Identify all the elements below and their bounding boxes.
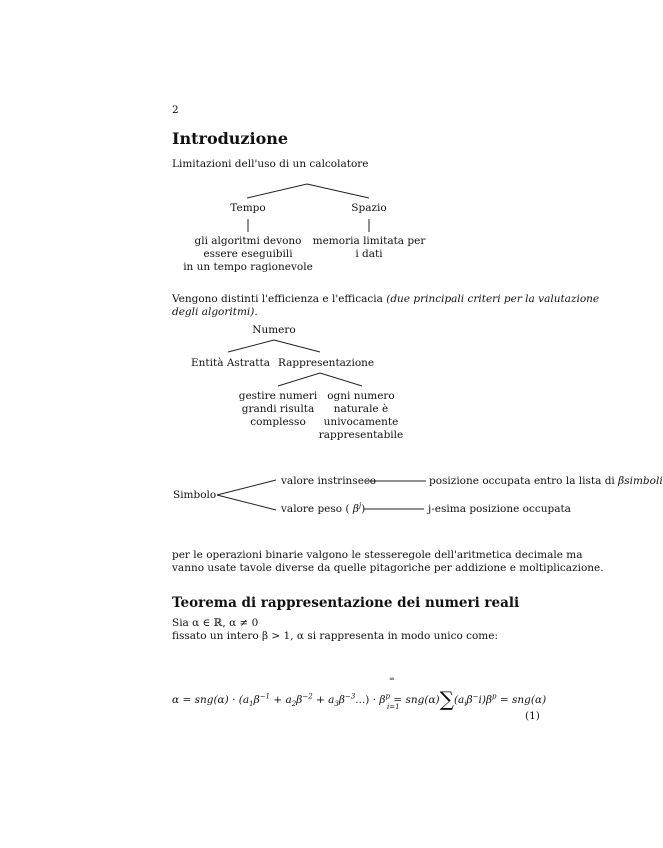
limitations-caption: Limitazioni dell'uso di un calcolatore [172,158,369,170]
symbol-branch-bottom-desc: j-esima posizione occupata [428,503,571,515]
page-number: 2 [172,104,179,116]
tree1-right-desc-line: memoria limitata per [312,235,426,247]
tree1-left-desc-line: in un tempo ragionevole [183,261,313,273]
symbol-bottom-text: valore peso ( [281,503,353,515]
tree1-left-description [178,235,318,274]
symbol-bottom-sup: j [358,501,362,510]
tree2-sub-left [238,390,318,429]
efficiency-italic: (due principali criteri per la valutazione [386,293,600,305]
tree2-root: Numero [252,324,296,336]
equation-formula: $\alpha = sng(\alpha) \cdot (a_1\beta^{-1} + a_2\beta^{-2} + a_3\beta^{-3}...) \cdot \beta^p = sng(\alpha)\sum(a_i\beta^-i)\beta^p = sng(\alpha)$ [172,687,547,711]
tree2-sub-right [318,390,404,442]
tree2-left-node: Entità Astratta [191,357,270,369]
tree1-left-desc-line: gli algoritmi devono [194,235,302,247]
sum-lower-limit: i=1 [387,703,400,711]
binary-paragraph-line: per le operazioni binarie valgono le stesseregole dell'aritmetica decimale ma [172,549,583,561]
theorem-title: Teorema di rappresentazione dei numeri reali [172,595,520,611]
tree2-right-node: Rappresentazione [278,357,375,369]
tree2-sub-right-line: univocamente [323,416,399,428]
symbol-root: Simbolo [173,489,217,501]
binary-paragraph-line: vanno usate tavole diverse da quelle pitagoriche per addizione e moltiplicazione. [172,562,604,574]
symbol-branch-bottom [281,503,365,516]
theorem-line-1: Sia α ∈ ℝ, α ≠ 0 [172,617,259,629]
theorem-line-2: fissato un intero β > 1, α si rappresenta in modo unico come: [172,630,499,642]
symbol-top-desc-text: posizione occupata entro la lista di [429,475,619,487]
efficiency-paragraph [172,293,599,319]
tree1-left-node: Tempo [230,202,266,214]
tree2-sub-right-line: rappresentabile [318,429,404,441]
tree1-right-node: Spazio [351,202,387,214]
tree2-sub-right-line: naturale è [333,403,389,415]
tree2-sub-left-line: complesso [250,416,306,428]
tree2-sub-left-line: gestire numeri [238,390,318,402]
tree1-right-desc-line: i dati [355,248,383,260]
tree1-right-description [309,235,429,261]
sum-upper-limit: ∞ [389,675,395,683]
symbol-branch-top: valore instrinseco [281,475,377,487]
tree2-sub-left-line: grandi risulta [241,403,315,415]
section-title: Introduzione [172,129,289,148]
symbol-branch-top-desc [429,475,663,488]
symbol-top-desc-math: βsimboli [618,475,663,487]
tree1-left-desc-line: essere eseguibili [203,248,293,260]
efficiency-lead: Vengono distinti l'efficienza e l'efficacia [172,293,387,305]
binary-paragraph [172,549,604,575]
equation-number: (1) [525,710,540,722]
symbol-bottom-math: β [352,503,359,515]
tree2-sub-right-line: ogni numero [327,390,395,402]
efficiency-italic-cont: degli algoritmi). [172,306,258,318]
symbol-bottom-close: ) [361,503,366,515]
